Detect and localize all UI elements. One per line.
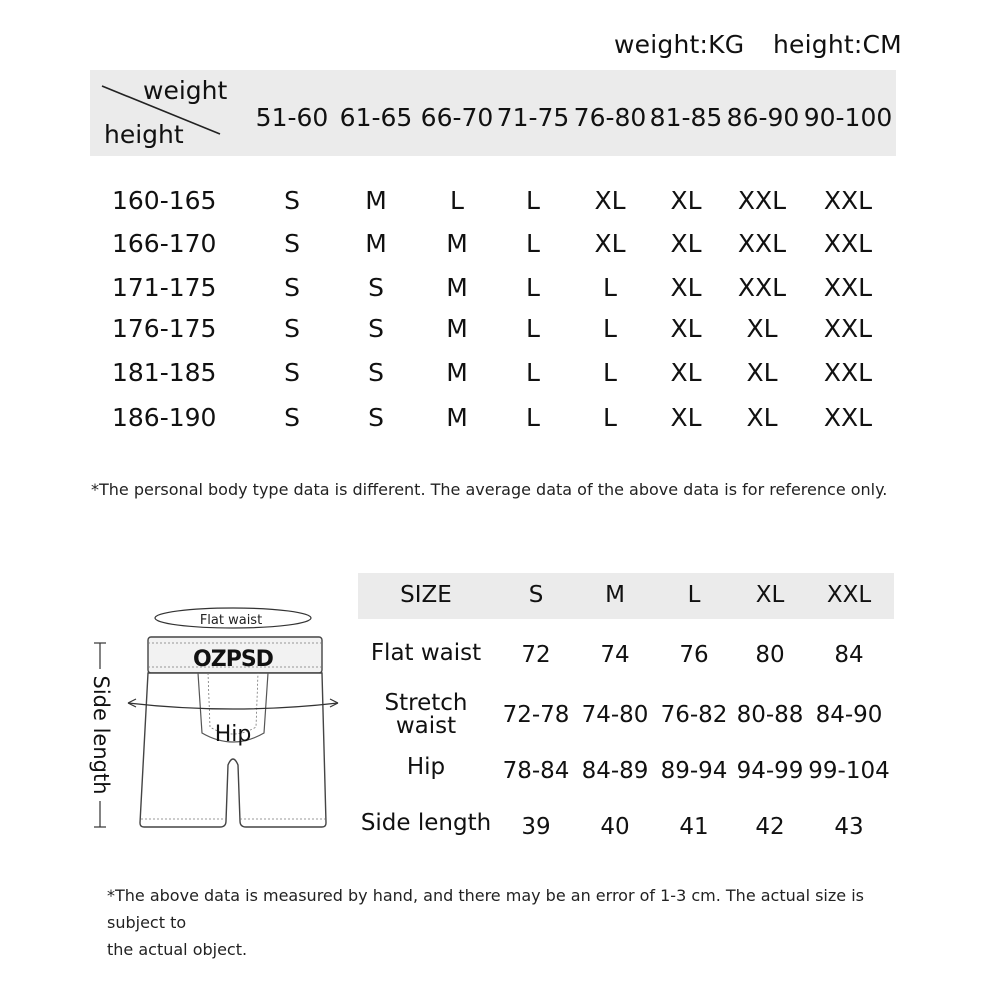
size-cell: L [603, 273, 617, 302]
height-range-label: 181-185 [112, 358, 217, 387]
height-range-label: 160-165 [112, 186, 217, 215]
shorts-body [140, 673, 326, 827]
size-cell: L [526, 186, 540, 215]
size-column-header: M [605, 582, 625, 608]
size-cell: XXL [737, 273, 787, 302]
shorts-illustration [80, 595, 350, 845]
size-cell: S [284, 314, 300, 343]
measure-cell: 41 [679, 814, 709, 840]
measure-cell: 40 [600, 814, 630, 840]
weight-range-header: 81-85 [649, 103, 723, 132]
size-cell: M [365, 186, 387, 215]
measure-row-label-line2: waist [395, 713, 457, 739]
size-cell: XXL [737, 229, 787, 258]
size-cell: S [284, 229, 300, 258]
height-range-label: 176-175 [112, 314, 217, 343]
weight-unit-label: weight:KG [614, 30, 745, 59]
measure-cell: 89-94 [660, 758, 728, 784]
measure-cell: 84 [834, 642, 864, 668]
measure-row-label: Flat waist [370, 640, 482, 666]
size-cell: XL [670, 358, 702, 387]
measure-cell: 74 [600, 642, 630, 668]
size-cell: L [526, 229, 540, 258]
measure-cell: 99-104 [808, 758, 890, 784]
size-cell: XXL [737, 186, 787, 215]
size-cell: S [284, 186, 300, 215]
measure-cell: 72 [521, 642, 551, 668]
size-cell: XXL [823, 273, 873, 302]
size-cell: XL [670, 314, 702, 343]
size-cell: L [450, 186, 464, 215]
size-cell: XL [670, 186, 702, 215]
measure-cell: 76-82 [660, 702, 728, 728]
measure-row-label: Side length [360, 810, 492, 836]
measurement-note-line2: the actual object. [107, 940, 248, 959]
weight-range-header: 90-100 [803, 103, 893, 132]
size-cell: M [446, 358, 468, 387]
measure-cell: 84-90 [815, 702, 883, 728]
size-cell: XXL [823, 403, 873, 432]
size-column-header: XL [755, 582, 785, 608]
size-cell: S [284, 358, 300, 387]
brand-logo: OZPSD [193, 647, 273, 672]
measure-cell: 74-80 [581, 702, 649, 728]
weight-range-header: 66-70 [420, 103, 494, 132]
size-cell: M [446, 314, 468, 343]
size-cell: XL [670, 273, 702, 302]
corner-height-label: height [104, 120, 184, 149]
measure-row-label: Hip [406, 754, 446, 780]
size-cell: XL [746, 403, 778, 432]
reference-note: *The personal body type data is different. The average data of the above data is for reference only. [91, 480, 888, 499]
measure-cell: 42 [755, 814, 785, 840]
weight-range-header: 76-80 [573, 103, 647, 132]
corner-weight-label: weight [143, 76, 228, 105]
measure-cell: 94-99 [736, 758, 804, 784]
size-cell: S [368, 403, 384, 432]
measure-cell: 78-84 [502, 758, 570, 784]
height-unit-label: height:CM [773, 30, 902, 59]
weight-range-header: 61-65 [339, 103, 413, 132]
size-cell: XXL [823, 358, 873, 387]
size-cell: L [526, 273, 540, 302]
size-cell: S [368, 314, 384, 343]
side-length-label: Side length [89, 675, 113, 795]
size-cell: XXL [823, 186, 873, 215]
size-cell: L [526, 314, 540, 343]
size-cell: XL [746, 358, 778, 387]
size-cell: M [446, 229, 468, 258]
size-cell: XL [670, 229, 702, 258]
weight-range-header: 51-60 [255, 103, 329, 132]
measure-cell: 80-88 [736, 702, 804, 728]
size-cell: S [284, 273, 300, 302]
size-header-label: SIZE [400, 582, 452, 608]
measure-cell: 43 [834, 814, 864, 840]
size-cell: L [603, 314, 617, 343]
size-cell: XL [746, 314, 778, 343]
height-range-label: 166-170 [112, 229, 217, 258]
measure-cell: 39 [521, 814, 551, 840]
size-cell: XL [594, 229, 626, 258]
size-cell: S [368, 358, 384, 387]
size-cell: XXL [823, 229, 873, 258]
size-cell: XXL [823, 314, 873, 343]
measurement-note-line1: *The above data is measured by hand, and there may be an error of 1-3 cm. The actual size is subject to [107, 886, 864, 932]
measure-cell: 84-89 [581, 758, 649, 784]
measure-cell: 76 [679, 642, 709, 668]
size-cell: L [526, 358, 540, 387]
measure-row-label: Stretch [384, 690, 468, 716]
size-cell: S [284, 403, 300, 432]
size-column-header: L [687, 582, 701, 608]
size-cell: L [526, 403, 540, 432]
size-cell: M [446, 403, 468, 432]
size-cell: L [603, 403, 617, 432]
size-cell: S [368, 273, 384, 302]
flat-waist-label: Flat waist [199, 613, 263, 628]
size-column-header: S [528, 582, 544, 608]
size-cell: L [603, 358, 617, 387]
height-range-label: 171-175 [112, 273, 217, 302]
size-cell: XL [670, 403, 702, 432]
weight-range-header: 71-75 [496, 103, 570, 132]
weight-range-header: 86-90 [726, 103, 800, 132]
size-column-header: XXL [826, 582, 872, 608]
size-cell: XL [594, 186, 626, 215]
measurement-note [107, 882, 907, 963]
size-cell: M [365, 229, 387, 258]
hip-label: Hip [214, 722, 252, 747]
measure-cell: 72-78 [502, 702, 570, 728]
height-range-label: 186-190 [112, 403, 217, 432]
size-cell: M [446, 273, 468, 302]
measure-cell: 80 [755, 642, 785, 668]
